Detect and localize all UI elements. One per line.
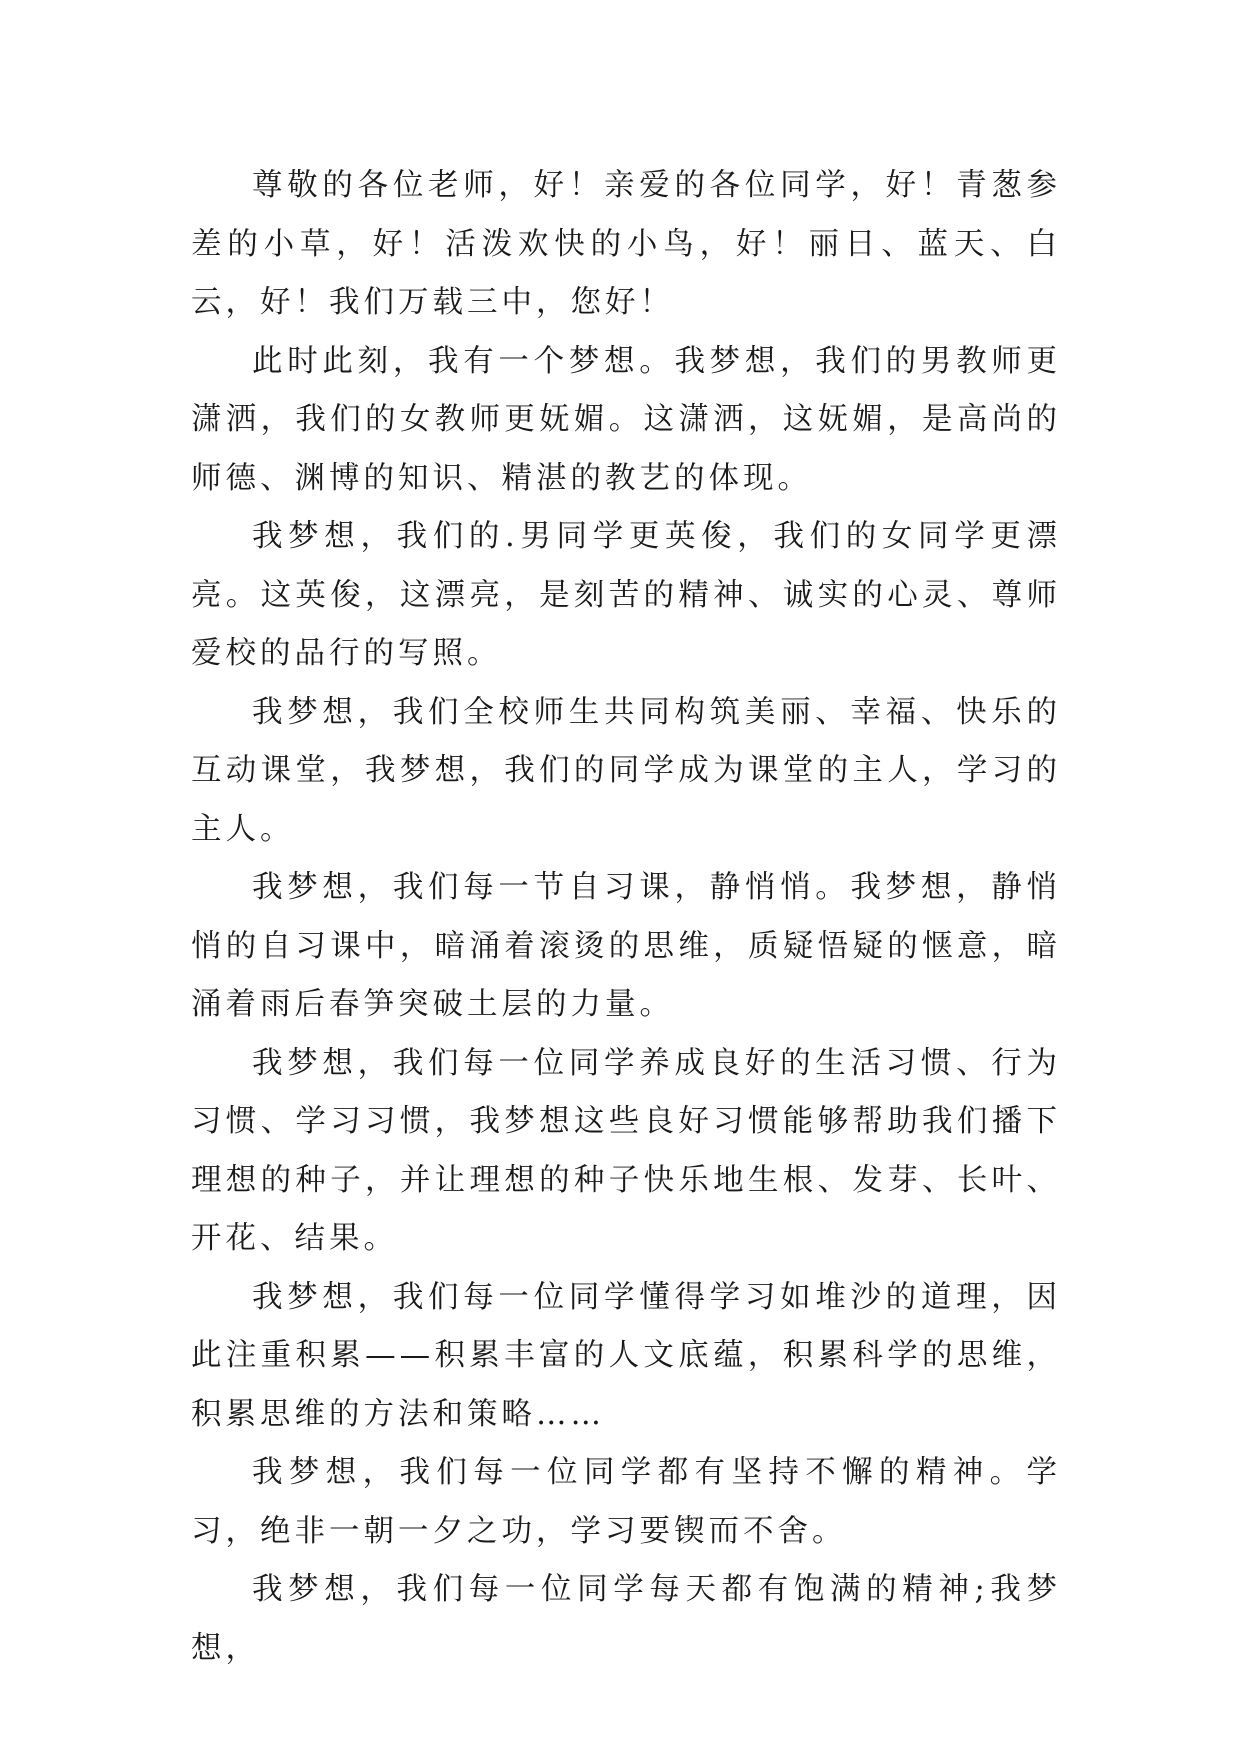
- paragraph-habits-dream: 我梦想，我们每一位同学养成良好的生活习惯、行为习惯、学习习惯，我梦想这些良好习惯能够帮助我们播下理想的种子，并让理想的种子快乐地生根、发芽、长叶、开花、结果。: [191, 1045, 1061, 1256]
- paragraph-perseverance-dream: 我梦想，我们每一位同学都有坚持不懈的精神。学习，绝非一朝一夕之功，学习要锲而不舍。: [191, 1455, 1061, 1549]
- paragraph-teachers-dream: 此时此刻，我有一个梦想。我梦想，我们的男教师更潇洒，我们的女教师更妩媚。这潇洒，这妩媚，是高尚的师德、渊博的知识、精湛的教艺的体现。: [191, 343, 1061, 496]
- document-body: [191, 157, 1061, 1678]
- paragraph-students-dream: 我梦想，我们的.男同学更英俊，我们的女同学更漂亮。这英俊，这漂亮，是刻苦的精神、诚实的心灵、尊师爱校的品行的写照。: [191, 519, 1061, 671]
- paragraph-spirit-dream: 我梦想，我们每一位同学每天都有饱满的精神;我梦想，: [191, 1572, 1061, 1666]
- paragraph-accumulation-dream: 我梦想，我们每一位同学懂得学习如堆沙的道理，因此注重积累——积累丰富的人文底蕴，积累科学的思维，积累思维的方法和策略……: [191, 1279, 1061, 1432]
- paragraph-self-study-dream: 我梦想，我们每一节自习课，静悄悄。我梦想，静悄悄的自习课中，暗涌着滚烫的思维，质疑悟疑的惬意，暗涌着雨后春笋突破土层的力量。: [191, 870, 1061, 1022]
- paragraph-classroom-dream: 我梦想，我们全校师生共同构筑美丽、幸福、快乐的互动课堂，我梦想，我们的同学成为课堂的主人，学习的主人。: [191, 694, 1061, 847]
- paragraph-greeting: 尊敬的各位老师，好！亲爱的各位同学，好！青葱参差的小草，好！活泼欢快的小鸟，好！丽日、蓝天、白云，好！我们万载三中，您好！: [191, 168, 1061, 320]
